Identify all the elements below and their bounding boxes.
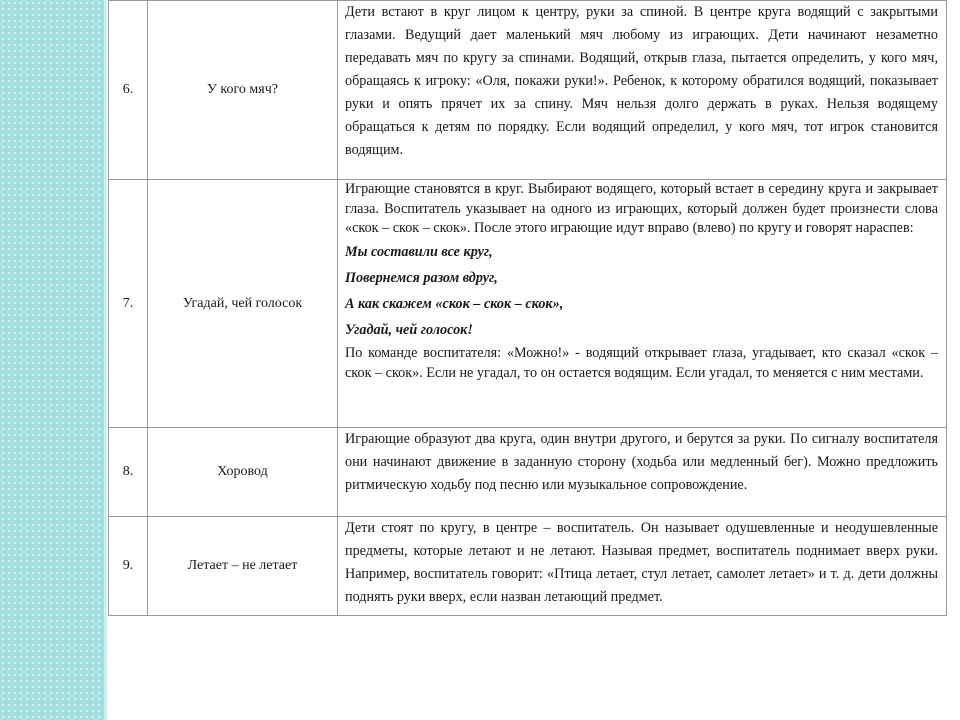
row-number: 7. — [109, 180, 148, 428]
decorative-side-strip — [0, 0, 106, 720]
verse-line: Угадай, чей голосок! — [345, 321, 473, 338]
row-number: 9. — [109, 517, 148, 616]
game-description — [338, 517, 947, 616]
verse-line: Повернемся разом вдруг, — [345, 269, 498, 286]
game-title: У кого мяч? — [148, 1, 338, 180]
games-table — [108, 0, 947, 616]
game-description — [338, 180, 947, 428]
verse-line: Мы составили все круг, — [345, 243, 493, 260]
row-number: 8. — [109, 428, 148, 517]
game-description — [338, 1, 947, 180]
table-row — [109, 1, 947, 180]
game-description — [338, 428, 947, 517]
verse-line: А как скажем «скок – скок – скок», — [345, 295, 564, 312]
description-paragraph: Дети встают в круг лицом к центру, руки за спиной. В центре круга водящий с закрытыми глазами. Ведущий дает маленький мяч любому из играющих. Дети начинают незаметно передавать мяч по кругу за спинами. Водящий, открыв глаза, пытается определить, у кого мяч, обращаясь к игроку: «Оля, покажи руки!». Ребенок, к которому обратился водящий, показывает руки и опять прячет их за спину. Мяч нельзя долго держать в руках. Нельзя водящему обращаться к детям по порядку. Если водящий определил, у кого мяч, тот игрок становится водящим. — [345, 4, 938, 158]
game-title: Угадай, чей голосок — [148, 180, 338, 428]
table-row — [109, 428, 947, 517]
side-strip-edge — [104, 0, 107, 720]
row-number: 6. — [109, 1, 148, 180]
game-title: Летает – не летает — [148, 517, 338, 616]
description-paragraph: Играющие образуют два круга, один внутри другого, и берутся за руки. По сигналу воспитателя они начинают движение в заданную сторону (ходьба или медленный бег). Можно предложить ритмическую ходьбу под песню или музыкальное сопровождение. — [345, 431, 938, 493]
description-paragraph: Играющие становятся в круг. Выбирают водящего, который встает в середину круга и закрывает глаза. Воспитатель указывает на одного из играющих, который должен будет произнести слова «скок – скок – скок». После этого играющие идут вправо (влево) по кругу и говорят нараспев: — [345, 181, 938, 236]
games-table-container — [108, 0, 946, 616]
table-row — [109, 517, 947, 616]
description-paragraph: По команде воспитателя: «Можно!» - водящий открывает глаза, угадывает, кто сказал «скок – скок – скок». Если не угадал, то он остается водящим. Если угадал, то меняется с ним местами. — [345, 344, 938, 381]
game-title: Хоровод — [148, 428, 338, 517]
table-row — [109, 180, 947, 428]
description-paragraph: Дети стоят по кругу, в центре – воспитатель. Он называет одушевленные и неодушевленные предметы, которые летают и не летают. Называя предмет, воспитатель поднимает вверх руки. Например, воспитатель говорит: «Птица летает, стул летает, самолет летает» и т. д. дети должны поднять руки вверх, если назван летающий предмет. — [345, 520, 938, 605]
